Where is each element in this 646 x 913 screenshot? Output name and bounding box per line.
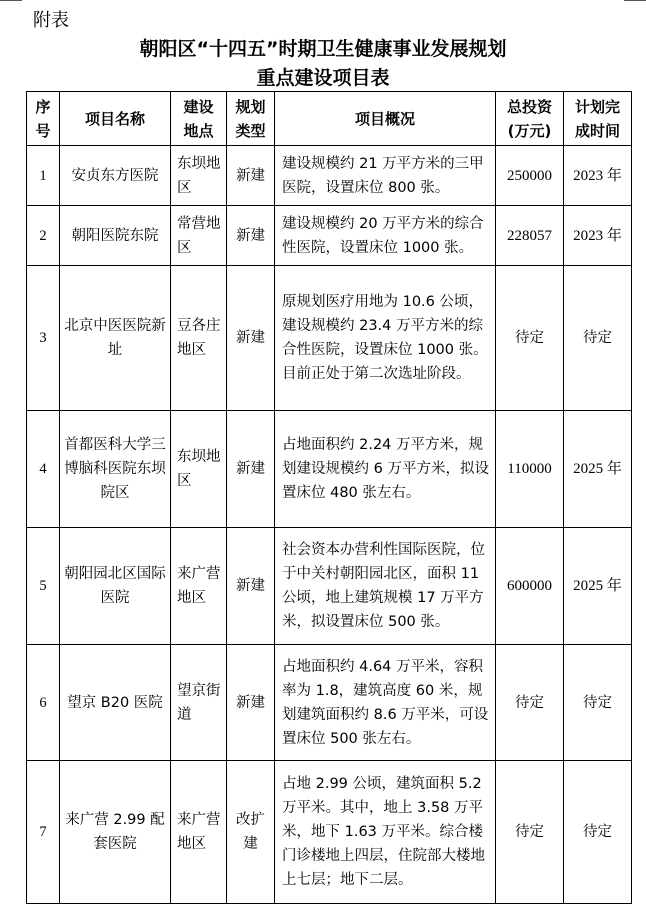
table-row (27, 266, 632, 411)
document-subtitle: 重点建设项目表 (256, 67, 390, 89)
table-row (27, 528, 632, 645)
table-row (27, 206, 632, 266)
row-project-name: 朝阳园北区国际医院 (60, 528, 171, 645)
col-header-location: 建设地点 (171, 92, 227, 146)
row-investment: 250000 (496, 146, 564, 206)
row-investment: 待定 (496, 645, 564, 761)
row-plan-type: 新建 (227, 528, 275, 645)
row-project-name: 望京 B20 医院 (60, 645, 171, 761)
row-project-name: 来广营 2.99 配套医院 (60, 761, 171, 904)
row-seq: 6 (27, 645, 60, 761)
row-plan-type: 新建 (227, 411, 275, 528)
row-project-name: 朝阳医院东院 (60, 206, 171, 266)
row-location: 来广营地区 (171, 528, 227, 645)
row-plan-type: 改扩建 (227, 761, 275, 904)
attachment-label: 附表 (33, 10, 69, 31)
row-overview: 建设规模约 21 万平方米的三甲医院，设置床位 800 张。 (275, 146, 496, 206)
row-location: 东坝地区 (171, 411, 227, 528)
row-location: 东坝地区 (171, 146, 227, 206)
row-completion: 2023 年 (564, 146, 632, 206)
row-seq: 1 (27, 146, 60, 206)
row-plan-type: 新建 (227, 645, 275, 761)
crop-mark-right (624, 0, 646, 4)
row-seq: 4 (27, 411, 60, 528)
row-completion: 2025 年 (564, 528, 632, 645)
row-project-name: 首都医科大学三博脑科医院东坝院区 (60, 411, 171, 528)
col-header-type: 规划类型 (227, 92, 275, 146)
row-overview: 原规划医疗用地为 10.6 公顷，建设规模约 23.4 万平方米的综合性医院，设置床位 1000 张。目前正处于第二次选址阶段。 (275, 266, 496, 411)
col-header-investment: 总投资(万元) (496, 92, 564, 146)
row-plan-type: 新建 (227, 266, 275, 411)
row-completion: 待定 (564, 761, 632, 904)
table-row (27, 761, 632, 904)
row-completion: 待定 (564, 266, 632, 411)
row-investment: 600000 (496, 528, 564, 645)
row-overview: 占地面积约 2.24 万平方米，规划建设规模约 6 万平方米，拟设置床位 480 张左右。 (275, 411, 496, 528)
document-title: 朝阳区“十四五”时期卫生健康事业发展规划 (139, 38, 507, 60)
row-location: 望京街道 (171, 645, 227, 761)
row-plan-type: 新建 (227, 206, 275, 266)
table-row (27, 645, 632, 761)
col-header-seq: 序号 (27, 92, 60, 146)
row-investment: 110000 (496, 411, 564, 528)
row-overview: 建设规模约 20 万平方米的综合性医院，设置床位 1000 张。 (275, 206, 496, 266)
row-completion: 2025 年 (564, 411, 632, 528)
row-completion: 待定 (564, 645, 632, 761)
row-plan-type: 新建 (227, 146, 275, 206)
row-location: 豆各庄地区 (171, 266, 227, 411)
col-header-completion: 计划完成时间 (564, 92, 632, 146)
table-header-row (27, 92, 632, 146)
col-header-name: 项目名称 (60, 92, 171, 146)
row-investment: 待定 (496, 266, 564, 411)
col-header-overview: 项目概况 (275, 92, 496, 146)
row-project-name: 安贞东方医院 (60, 146, 171, 206)
row-seq: 3 (27, 266, 60, 411)
row-seq: 7 (27, 761, 60, 904)
table-row (27, 411, 632, 528)
row-project-name: 北京中医医院新址 (60, 266, 171, 411)
row-seq: 5 (27, 528, 60, 645)
row-investment: 228057 (496, 206, 564, 266)
row-overview: 占地面积约 4.64 万平米，容积率为 1.8，建筑高度 60 米，规划建筑面积约 8.6 万平米，可设置床位 500 张左右。 (275, 645, 496, 761)
row-location: 来广营地区 (171, 761, 227, 904)
row-seq: 2 (27, 206, 60, 266)
row-investment: 待定 (496, 761, 564, 904)
row-location: 常营地区 (171, 206, 227, 266)
table-row (27, 146, 632, 206)
row-overview: 社会资本办营利性国际医院，位于中关村朝阳园北区，面积 11 公顷，地上建筑规模 17 万平方米，拟设置床位 500 张。 (275, 528, 496, 645)
project-table (26, 91, 632, 904)
row-overview: 占地 2.99 公顷，建筑面积 5.2 万平米。其中，地上 3.58 万平米，地下 1.63 万平米。综合楼门诊楼地上四层，住院部大楼地上七层；地下二层。 (275, 761, 496, 904)
row-completion: 2023 年 (564, 206, 632, 266)
crop-mark-left (0, 0, 22, 4)
